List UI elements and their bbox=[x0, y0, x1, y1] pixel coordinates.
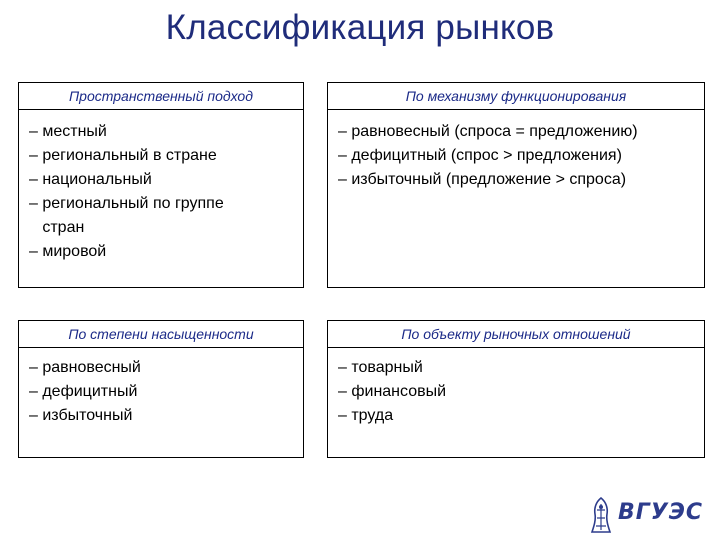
list-item: – товарный bbox=[338, 359, 423, 376]
list-item: – мировой bbox=[29, 243, 107, 260]
box-items-list bbox=[19, 110, 303, 264]
classification-box-mechanism bbox=[327, 82, 705, 288]
list-item: – труда bbox=[338, 407, 394, 424]
box-header: По степени насыщенности bbox=[19, 321, 303, 348]
box-items-list bbox=[19, 348, 303, 428]
list-item: – избыточный bbox=[29, 407, 133, 424]
list-item: – финансовый bbox=[338, 383, 447, 400]
box-items-list bbox=[328, 348, 704, 428]
list-item: стран bbox=[29, 219, 85, 236]
list-item: – региональный в стране bbox=[29, 147, 217, 164]
list-item: – равновесный (спроса = предложению) bbox=[338, 123, 638, 140]
list-item: – равновесный bbox=[29, 359, 141, 376]
university-emblem-icon bbox=[588, 496, 614, 536]
list-item: – национальный bbox=[29, 171, 152, 188]
list-item: – избыточный (предложение > спроса) bbox=[338, 171, 627, 188]
list-item: – дефицитный bbox=[29, 383, 138, 400]
list-item: – дефицитный (спрос > предложения) bbox=[338, 147, 622, 164]
page-title: Классификация рынков bbox=[165, 8, 555, 47]
box-header: По объекту рыночных отношений bbox=[328, 321, 704, 348]
list-item: – местный bbox=[29, 123, 107, 140]
classification-box-spatial bbox=[18, 82, 304, 288]
logo-text: ВГУЭС bbox=[618, 500, 704, 525]
list-item: – региональный по группе bbox=[29, 195, 224, 212]
box-header: Пространственный подход bbox=[19, 83, 303, 110]
classification-box-object bbox=[327, 320, 705, 458]
university-logo bbox=[588, 496, 708, 536]
box-items-list bbox=[328, 110, 704, 192]
classification-box-saturation bbox=[18, 320, 304, 458]
box-header: По механизму функционирования bbox=[328, 83, 704, 110]
